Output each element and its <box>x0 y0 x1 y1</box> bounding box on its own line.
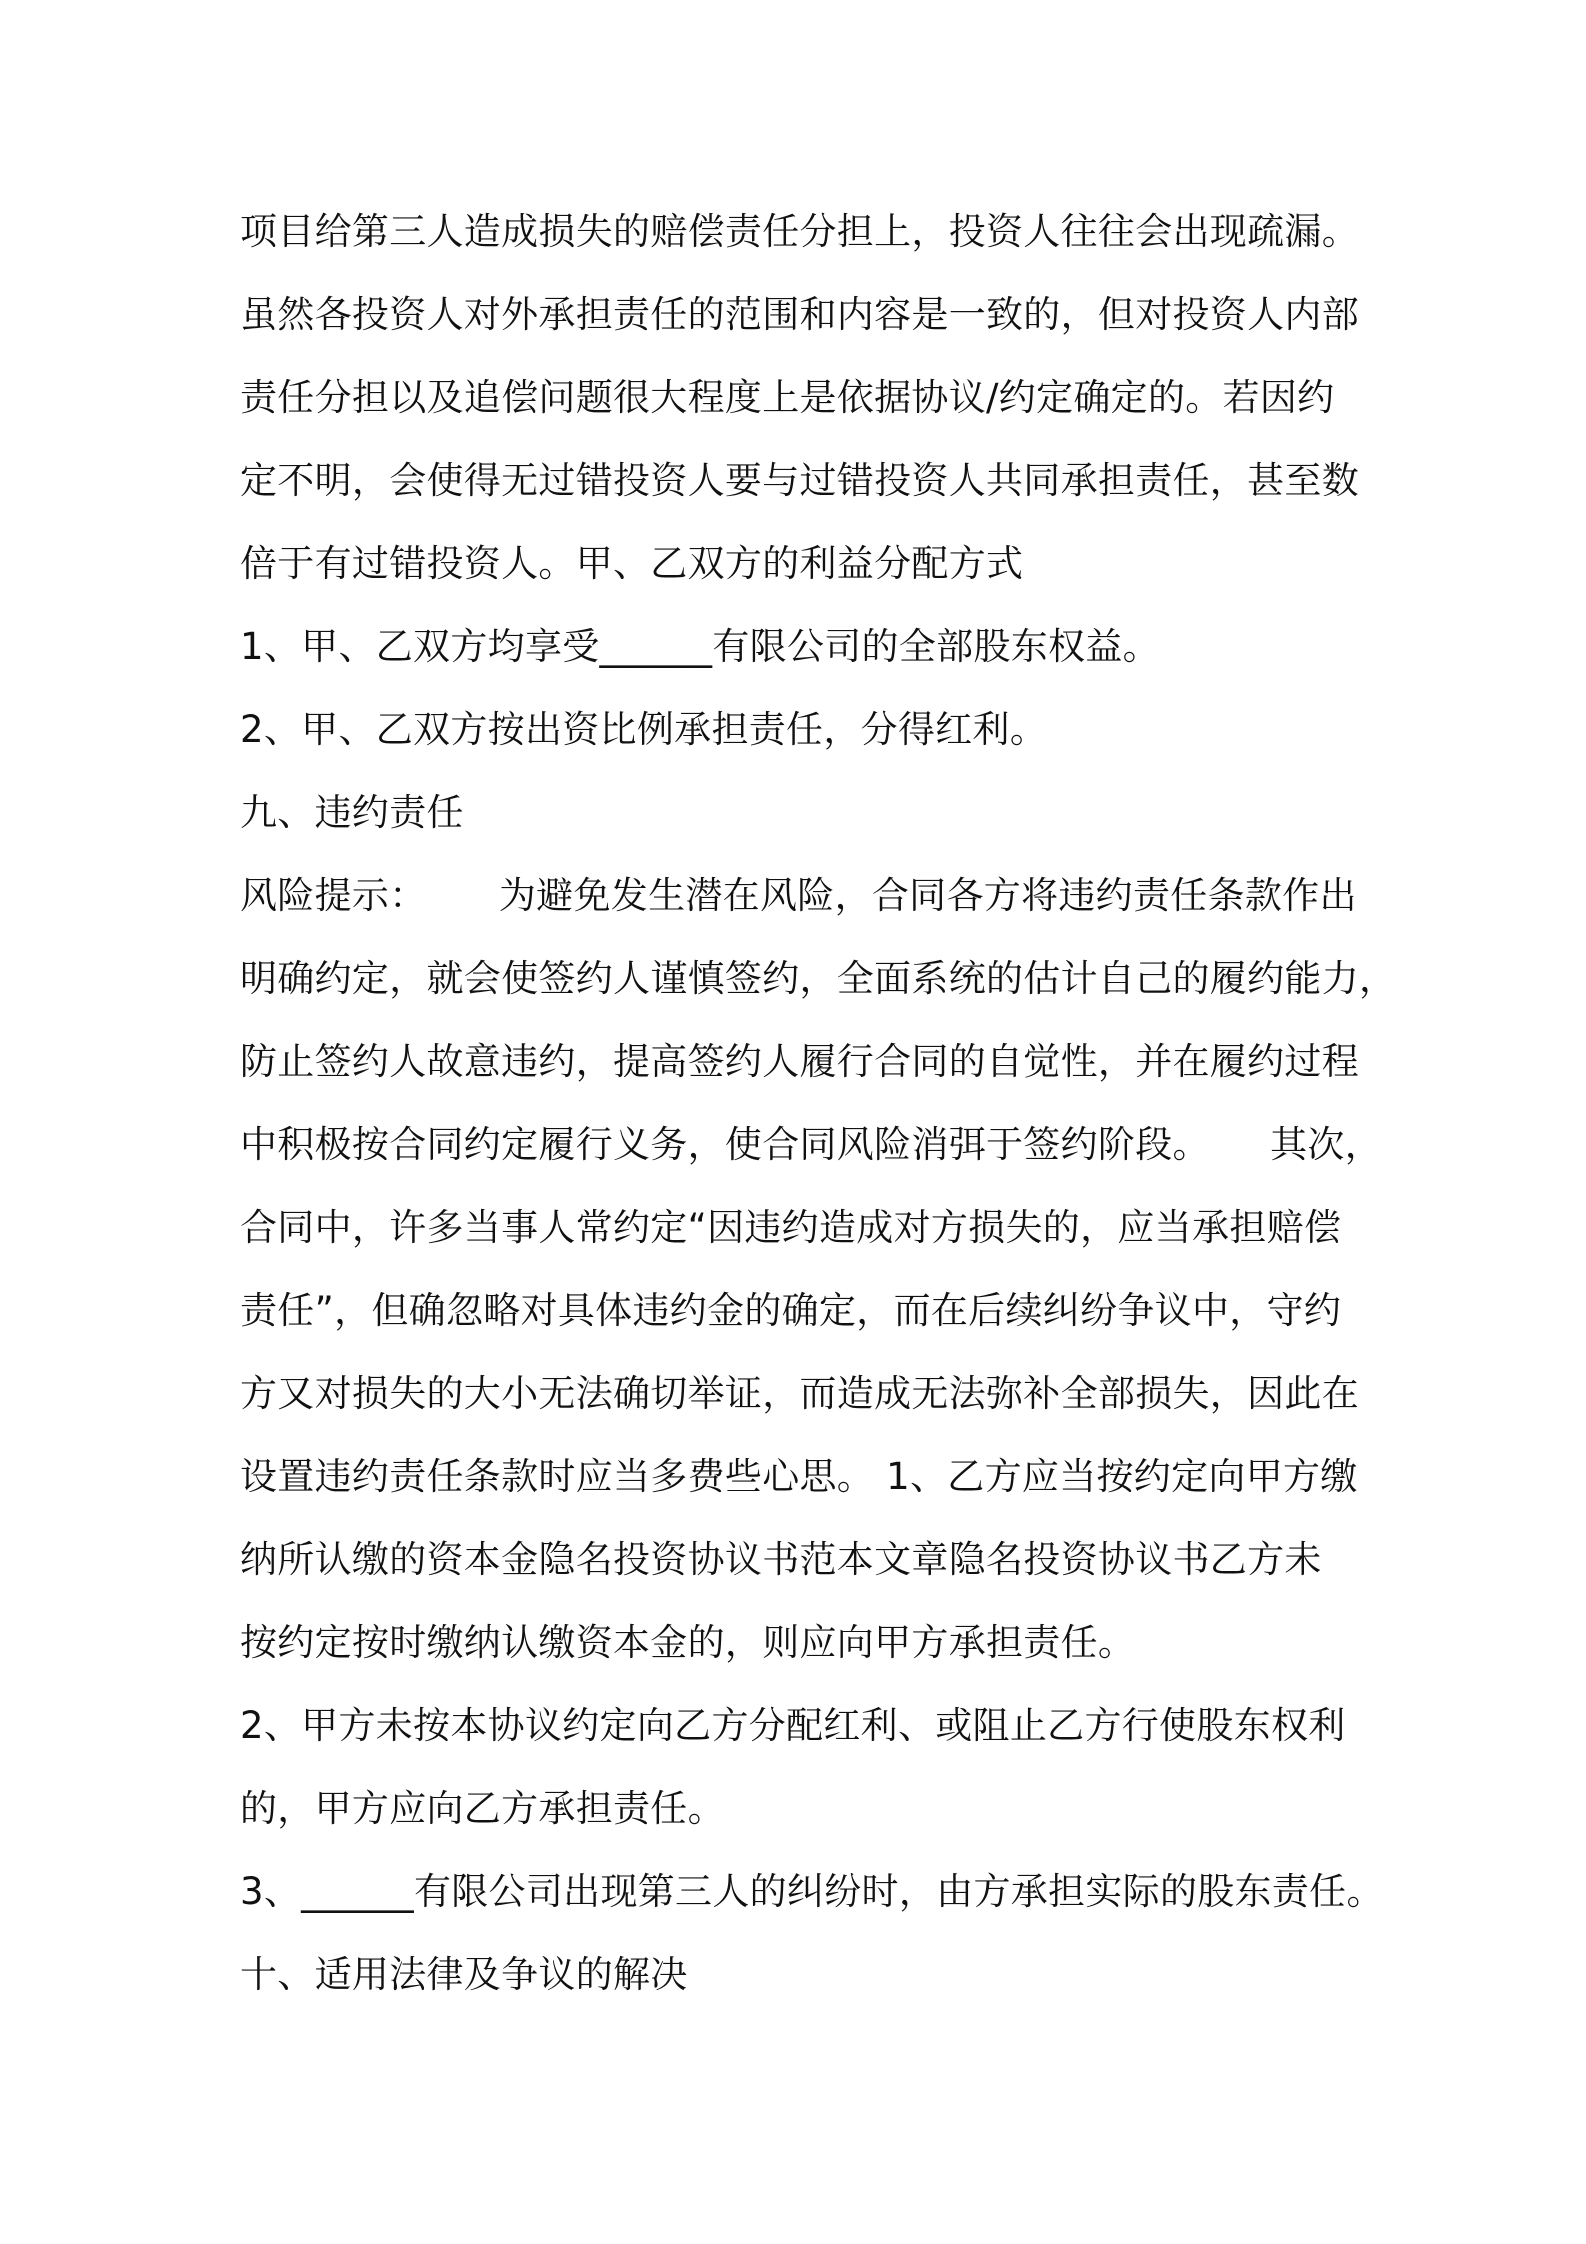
paragraph-line: 责任”，但确忽略对具体违约金的确定，而在后续纠纷争议中，守约 <box>240 1289 1342 1332</box>
paragraph-line: 中积极按合同约定履行义务，使合同风险消弭于签约阶段。 其次， <box>240 1123 1383 1166</box>
clause-line: 的，甲方应向乙方承担责任。 <box>240 1787 725 1830</box>
paragraph-line: 设置违约责任条款时应当多费些心思。 1、乙方应当按约定向甲方缴 <box>240 1455 1358 1498</box>
paragraph-line: 防止签约人故意违约，提高签约人履行合同的自觉性，并在履约过程 <box>240 1040 1359 1083</box>
paragraph-line: 虽然各投资人对外承担责任的范围和内容是一致的，但对投资人内部 <box>240 293 1359 336</box>
clause-line: 2、甲方未按本协议约定向乙方分配红利、或阻止乙方行使股东权利 <box>240 1704 1346 1747</box>
section-heading: 九、违约责任 <box>240 791 464 834</box>
paragraph-line: 定不明，会使得无过错投资人要与过错投资人共同承担责任，甚至数 <box>240 459 1359 502</box>
paragraph-line: 合同中，许多当事人常约定“因违约造成对方损失的，应当承担赔偿 <box>240 1206 1342 1249</box>
paragraph-line: 纳所认缴的资本金隐名投资协议书范本文章隐名投资协议书乙方未 <box>240 1538 1322 1581</box>
document-body <box>240 190 1397 2016</box>
clause-line: 3、______有限公司出现第三人的纠纷时，由方承担实际的股东责任。 <box>240 1870 1384 1913</box>
paragraph-line: 倍于有过错投资人。甲、乙双方的利益分配方式 <box>240 542 1024 585</box>
paragraph-line: 风险提示： 为避免发生潜在风险，合同各方将违约责任条款作出 <box>240 874 1357 917</box>
paragraph-line: 按约定按时缴纳认缴资本金的，则应向甲方承担责任。 <box>240 1621 1136 1664</box>
section-heading: 十、适用法律及争议的解决 <box>240 1953 688 1996</box>
paragraph-line: 责任分担以及追偿问题很大程度上是依据协议/约定确定的。若因约 <box>240 376 1335 419</box>
paragraph-line: 项目给第三人造成损失的赔偿责任分担上，投资人往往会出现疏漏。 <box>240 210 1359 253</box>
paragraph-line: 明确约定，就会使签约人谨慎签约，全面系统的估计自己的履约能力， <box>240 957 1397 1000</box>
clause-line: 1、甲、乙双方均享受______有限公司的全部股东权益。 <box>240 625 1160 668</box>
paragraph-line: 方又对损失的大小无法确切举证，而造成无法弥补全部损失，因此在 <box>240 1372 1359 1415</box>
clause-line: 2、甲、乙双方按出资比例承担责任，分得红利。 <box>240 708 1048 751</box>
